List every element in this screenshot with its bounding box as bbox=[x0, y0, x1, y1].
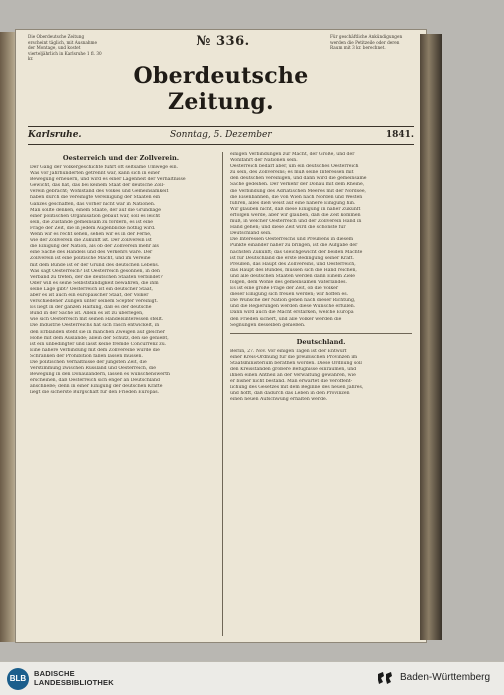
section-rule bbox=[230, 333, 412, 334]
text-line: einer Kreis-Ordnung für die preußischen Provinzen im bbox=[230, 354, 358, 360]
text-line: verschiedener Zungen unter seinem Scepter vereinigt. bbox=[30, 299, 158, 305]
text-line: erfolgen werde, aber wir glauben, daß die Zeit kommen bbox=[230, 212, 361, 218]
library-name-line1: BADISCHE bbox=[34, 669, 75, 678]
text-line: aber es ist auch ein europäischer Staat, der Völker bbox=[30, 292, 149, 298]
text-line: einer politischen Organisation gebaut war, soll es leicht bbox=[30, 213, 161, 219]
newspaper-title: Oberdeutsche Zeitung. bbox=[133, 63, 309, 115]
text-line: den Kreisständen größere Befugnisse einräumen, und bbox=[230, 367, 357, 372]
book-spine bbox=[420, 34, 442, 640]
blb-logo-icon[interactable]: BLB bbox=[7, 668, 29, 690]
dateline-bottom-rule bbox=[28, 144, 414, 145]
text-line: Zollverein ist eine politische Macht, und im Vereine bbox=[30, 256, 151, 262]
text-line: führen, alles dieß weist auf eine nähere Einigung hin. bbox=[230, 200, 356, 206]
text-line: Wenn wir es recht sehen, sehen wir es in der Ferne, bbox=[30, 232, 152, 238]
text-line: den deutschen vereinigen, und dann wird die gemeinsame bbox=[230, 176, 367, 182]
dateline bbox=[28, 130, 414, 144]
text-line: Der Gang der Völkergeschichte führt oft seltsame Umwege ein. bbox=[30, 165, 179, 170]
library-name-line2: LANDESBIBLIOTHEK bbox=[34, 678, 114, 687]
dateline-date: Sonntag, 5. Dezember bbox=[170, 130, 272, 140]
text-line: den Erblanden steht sie in manchen Zweigen auf gleicher bbox=[30, 329, 165, 335]
text-line: ihnen einen Antheil an der Verwaltung gewähren, wie bbox=[230, 373, 356, 379]
text-line: Frage der Zeit, die in jedem Augenblicke nöthig wird. bbox=[30, 225, 156, 231]
issue-number: № 336. bbox=[196, 34, 250, 49]
text-line: Staatsministerium berathen worden. Diese Ordnung soll bbox=[230, 360, 362, 366]
text-line: Oesterreich bedarf aber, um ein deutsches Oesterreich bbox=[230, 164, 359, 170]
text-line: muß, in welcher Oesterreich und der Zollverein Hand in bbox=[230, 219, 362, 225]
text-line: liegt die sicherste Bürgschaft für den Frieden Europas. bbox=[30, 390, 160, 396]
text-line: Ganzes geschaffen, das vorher nicht war in Nationen. bbox=[30, 201, 156, 207]
newspaper-page bbox=[16, 30, 426, 642]
bw-lions-icon[interactable] bbox=[376, 670, 394, 686]
text-line: Segnungen desselben genießen. bbox=[230, 322, 306, 328]
masthead-right-note: Für geschäftliche Ankündigungen werden die Petitzeile oder deren Raum mit 3 kr. berechnet. bbox=[330, 34, 403, 51]
text-line: zu sein, des Zollvereins; es muß seine Interessen mit bbox=[230, 170, 354, 176]
text-line: Wir glauben nicht, daß diese Einigung in naher Zukunft bbox=[230, 206, 361, 212]
left-column bbox=[30, 152, 212, 636]
section-body bbox=[230, 349, 412, 404]
text-line: wie der Zollverein die Zukunft ist. Der Zollverein ist bbox=[30, 238, 152, 244]
text-line: dieser Einigung sich freuen werden; wir hoffen es. bbox=[230, 292, 349, 298]
text-line: Dann wird auch die Macht erstarken, welche Europa bbox=[230, 310, 354, 316]
right-column bbox=[230, 152, 412, 636]
text-line: lichung des Gesetzes mit dem Beginne des neuen Jahres, bbox=[230, 385, 364, 391]
text-line: eine Sache des Handels und des Verkehrs wäre. Der bbox=[30, 250, 153, 256]
text-line: seine Lage gibt? Oesterreich ist ein deutscher Staat, bbox=[30, 286, 153, 292]
text-line: Oder will es seine Selbstständigkeit bewahren, die ihm bbox=[30, 280, 159, 286]
text-line: das Haupt des Bundes, müssen sich die Hand reichen, bbox=[230, 267, 357, 273]
text-line: und hofft, daß dadurch das Leben in den Provinzen bbox=[230, 391, 350, 397]
text-line: die Einigung der Nation, als ob der Zollverein mehr als bbox=[30, 244, 159, 250]
text-line: Die Industrie Oesterreichs hat sich rasch entwickelt, in bbox=[30, 323, 160, 329]
text-line: Es liegt in der ganzen Haltung, daß es der deutsche bbox=[30, 305, 152, 311]
text-line: Was vor Jahrhunderten getrennt war, kann sich in einer bbox=[30, 171, 160, 177]
text-line: Verband zu treten, der die deutschen Staaten verbindet? bbox=[30, 274, 163, 280]
text-line: erscheinen, daß Oesterreich sich enger an Deutschland bbox=[30, 378, 160, 384]
text-line: nächsten Zukunft; das Gleichgewicht der beiden Mächte bbox=[230, 249, 363, 255]
footer-bar bbox=[0, 661, 504, 695]
text-line: Deutschland sein. bbox=[230, 231, 272, 237]
text-line: Sache gedeihen. Der Verkehr der Donau mit dem Rheine, bbox=[230, 182, 365, 188]
dateline-top-rule bbox=[28, 126, 414, 127]
text-line: mit dem Bunde ist er der Grund des deutschen Lebens. bbox=[30, 262, 160, 268]
text-line: Eine nähere Verbindung mit dem Zollvereine würde die bbox=[30, 347, 160, 353]
text-line: Bewegung in den Donauländern, lassen es wünschenswerth bbox=[30, 372, 170, 378]
text-line: Punkte einander näher zu bringen, ist die Aufgabe der bbox=[230, 243, 358, 249]
text-line: den Frieden sichert, und alle Völker werden die bbox=[230, 316, 342, 322]
text-line: Die politischen Verhältnisse der jüngsten Zeit, die bbox=[30, 360, 147, 365]
text-line: sein, die Zustände gemeinsam zu fördern, es ist eine bbox=[30, 219, 154, 225]
text-line: Die Wünsche der Nation gehen nach dieser Richtung, bbox=[230, 298, 356, 304]
text-line: Bewegung erneuern, und wird es einer Lagenheit der Verhältnisse bbox=[30, 177, 186, 183]
text-line: Man sollte denken, einem Staate, der auf die Grundlage bbox=[30, 207, 161, 213]
text-line: Berlin, 27. Nov. Vor einigen Tagen ist der Entwurf bbox=[230, 348, 347, 354]
text-line: Bund in der Sache ist. Allein es ist zu überlegen, bbox=[30, 311, 144, 317]
text-line: anschließe; denn in einer Einigung der deutschen Kräfte bbox=[30, 384, 163, 390]
text-line: Was sagt Oesterreich? Ist Oesterreich gesonnen, in den bbox=[30, 268, 160, 274]
text-line: und alle deutschen Staaten werden dann Einem Ziele bbox=[230, 273, 355, 279]
text-line: haben durch die vereinigte Vereinigung der Staaten ein bbox=[30, 195, 161, 201]
text-line: Die Interessen Oesterreichs und Preußens in diesem bbox=[230, 237, 354, 243]
text-line: Es ist eine große Frage der Zeit, ob die Völker bbox=[230, 286, 339, 292]
text-line: er bisher nicht bestand. Man erwartet die Veröffent- bbox=[230, 379, 353, 385]
masthead-left-note: Die Oberdeutsche Zeitung erscheint täglich, mit Ausnahme der Montage, und kostet vierteljährlich in Karlsruhe 1 fl. 30 kr. bbox=[28, 34, 102, 62]
text-line: einen neuen Aufschwung erhalten werde. bbox=[230, 397, 328, 403]
article-body bbox=[30, 165, 212, 397]
text-line: einigen Verbindungen zur Macht, der Größe, und der bbox=[230, 152, 355, 157]
text-line: verein gebracht; Wohlstand des Volkes und Gemeinsamkeit bbox=[30, 189, 169, 195]
text-line: Preußen, das Haupt des Zollvereins, und Oesterreich, bbox=[230, 261, 356, 267]
article-heading: Oesterreich und der Zollverein. bbox=[62, 154, 180, 162]
library-name[interactable] bbox=[34, 669, 114, 687]
text-line: Höhe mit dem Auslande; allein der Schutz, den sie genießt, bbox=[30, 335, 169, 341]
text-line: die Eisenbahnen, die von Wien nach Norden und Westen bbox=[230, 194, 363, 200]
text-line: Gewicht, das hat, das bei keinem Staat der deutsche Zoll- bbox=[30, 183, 165, 189]
text-line: die Verbindung des Adriatischen Meeres mit der Nordsee, bbox=[230, 188, 367, 194]
state-name[interactable]: Baden-Württemberg bbox=[400, 672, 491, 683]
text-line: Verstimmung zwischen Russland und Oesterreich, die bbox=[30, 366, 156, 372]
text-line: Schranken der Prohibition fallen lassen müssen. bbox=[30, 353, 143, 359]
dateline-year: 1841. bbox=[385, 130, 414, 140]
column-divider bbox=[222, 152, 223, 636]
text-line: ist für Deutschland die erste Bedingung seiner Kraft. bbox=[230, 255, 354, 261]
section-heading: Deutschland. bbox=[296, 337, 346, 346]
text-line: Wohlfahrt der Nationen sein. bbox=[230, 158, 298, 164]
text-line: ist ein unbedingter und lässt keine fremde Concurrenz zu. bbox=[30, 341, 167, 347]
text-line: und die Regierungen werden diese Wünsche erfüllen. bbox=[230, 304, 356, 310]
dateline-place: Karlsruhe. bbox=[28, 130, 82, 140]
text-line: folgen, dem Wohle des gemeinsamen Vaterlandes. bbox=[230, 279, 347, 285]
text-line: Hand gehen; und diese Zeit wird die schönste für bbox=[230, 225, 346, 231]
text-line: wie sich Oesterreich mit seinen Handelsinteressen stellt. bbox=[30, 317, 164, 323]
article-continuation bbox=[230, 152, 412, 329]
